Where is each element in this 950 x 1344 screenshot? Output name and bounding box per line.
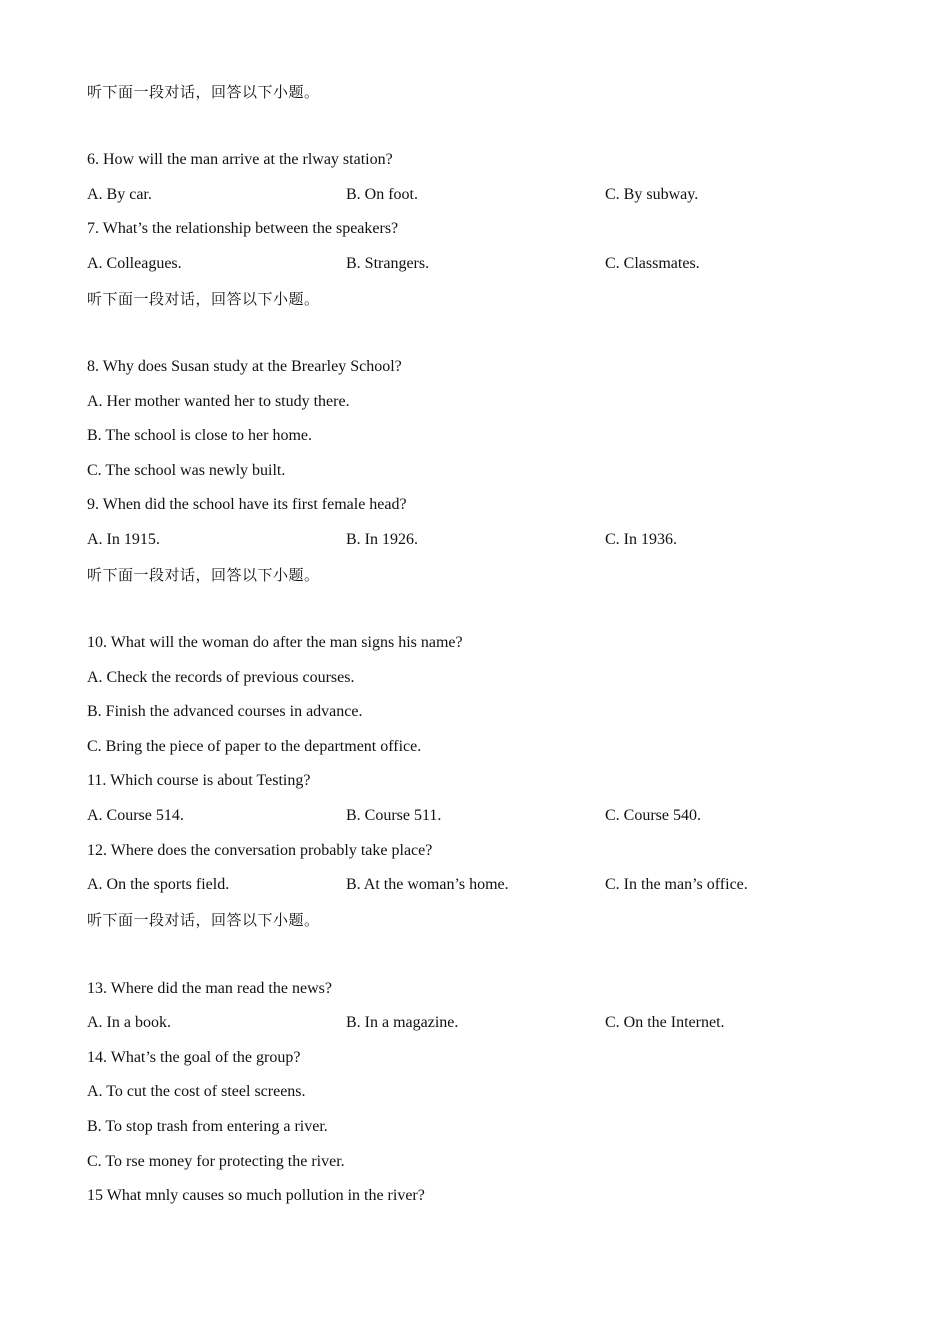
question-15: 15 What mnly causes so much pollution in the river? — [87, 1187, 425, 1204]
question-6: 6. How will the man arrive at the rlway station? — [87, 151, 393, 168]
q6-option-c: C. By subway. — [605, 186, 699, 203]
q13-option-b: B. In a magazine. — [346, 1014, 459, 1031]
q8-option-b: B. The school is close to her home. — [87, 427, 312, 444]
question-10: 10. What will the woman do after the man signs his name? — [87, 634, 463, 651]
q14-option-b: B. To stop trash from entering a river. — [87, 1118, 328, 1135]
q7-option-b: B. Strangers. — [346, 255, 430, 272]
q8-option-c: C. The school was newly built. — [87, 462, 286, 479]
q7-option-c: C. Classmates. — [605, 255, 700, 272]
section-instruction: 听下面一段对话，回答以下小题。 — [87, 290, 320, 308]
question-11: 11. Which course is about Testing? — [87, 772, 311, 789]
q7-option-a: A. Colleagues. — [87, 255, 182, 272]
section-instruction: 听下面一段对话，回答以下小题。 — [87, 83, 320, 101]
q13-option-c: C. On the Internet. — [605, 1014, 725, 1031]
q12-option-b: B. At the woman’s home. — [346, 876, 509, 893]
q11-option-a: A. Course 514. — [87, 807, 184, 824]
section-instruction: 听下面一段对话，回答以下小题。 — [87, 911, 320, 929]
q8-option-a: A. Her mother wanted her to study there. — [87, 393, 350, 410]
question-7: 7. What’s the relationship between the speakers? — [87, 220, 399, 237]
q9-option-c: C. In 1936. — [605, 531, 677, 548]
q10-option-a: A. Check the records of previous courses. — [87, 669, 355, 686]
question-12: 12. Where does the conversation probably take place? — [87, 842, 433, 859]
q6-option-b: B. On foot. — [346, 186, 418, 203]
question-13: 13. Where did the man read the news? — [87, 980, 332, 997]
q11-option-c: C. Course 540. — [605, 807, 701, 824]
question-14: 14. What’s the goal of the group? — [87, 1049, 301, 1066]
question-9: 9. When did the school have its first female head? — [87, 496, 407, 513]
q13-option-a: A. In a book. — [87, 1014, 171, 1031]
q10-option-c: C. Bring the piece of paper to the department office. — [87, 738, 422, 755]
q9-option-a: A. In 1915. — [87, 531, 160, 548]
section-instruction: 听下面一段对话，回答以下小题。 — [87, 566, 320, 584]
q12-option-a: A. On the sports field. — [87, 876, 230, 893]
q6-option-a: A. By car. — [87, 186, 152, 203]
question-8: 8. Why does Susan study at the Brearley School? — [87, 358, 402, 375]
q14-option-c: C. To rse money for protecting the river. — [87, 1153, 345, 1170]
q11-option-b: B. Course 511. — [346, 807, 442, 824]
q9-option-b: B. In 1926. — [346, 531, 418, 548]
q10-option-b: B. Finish the advanced courses in advance. — [87, 703, 363, 720]
q14-option-a: A. To cut the cost of steel screens. — [87, 1083, 306, 1100]
q12-option-c: C. In the man’s office. — [605, 876, 748, 893]
